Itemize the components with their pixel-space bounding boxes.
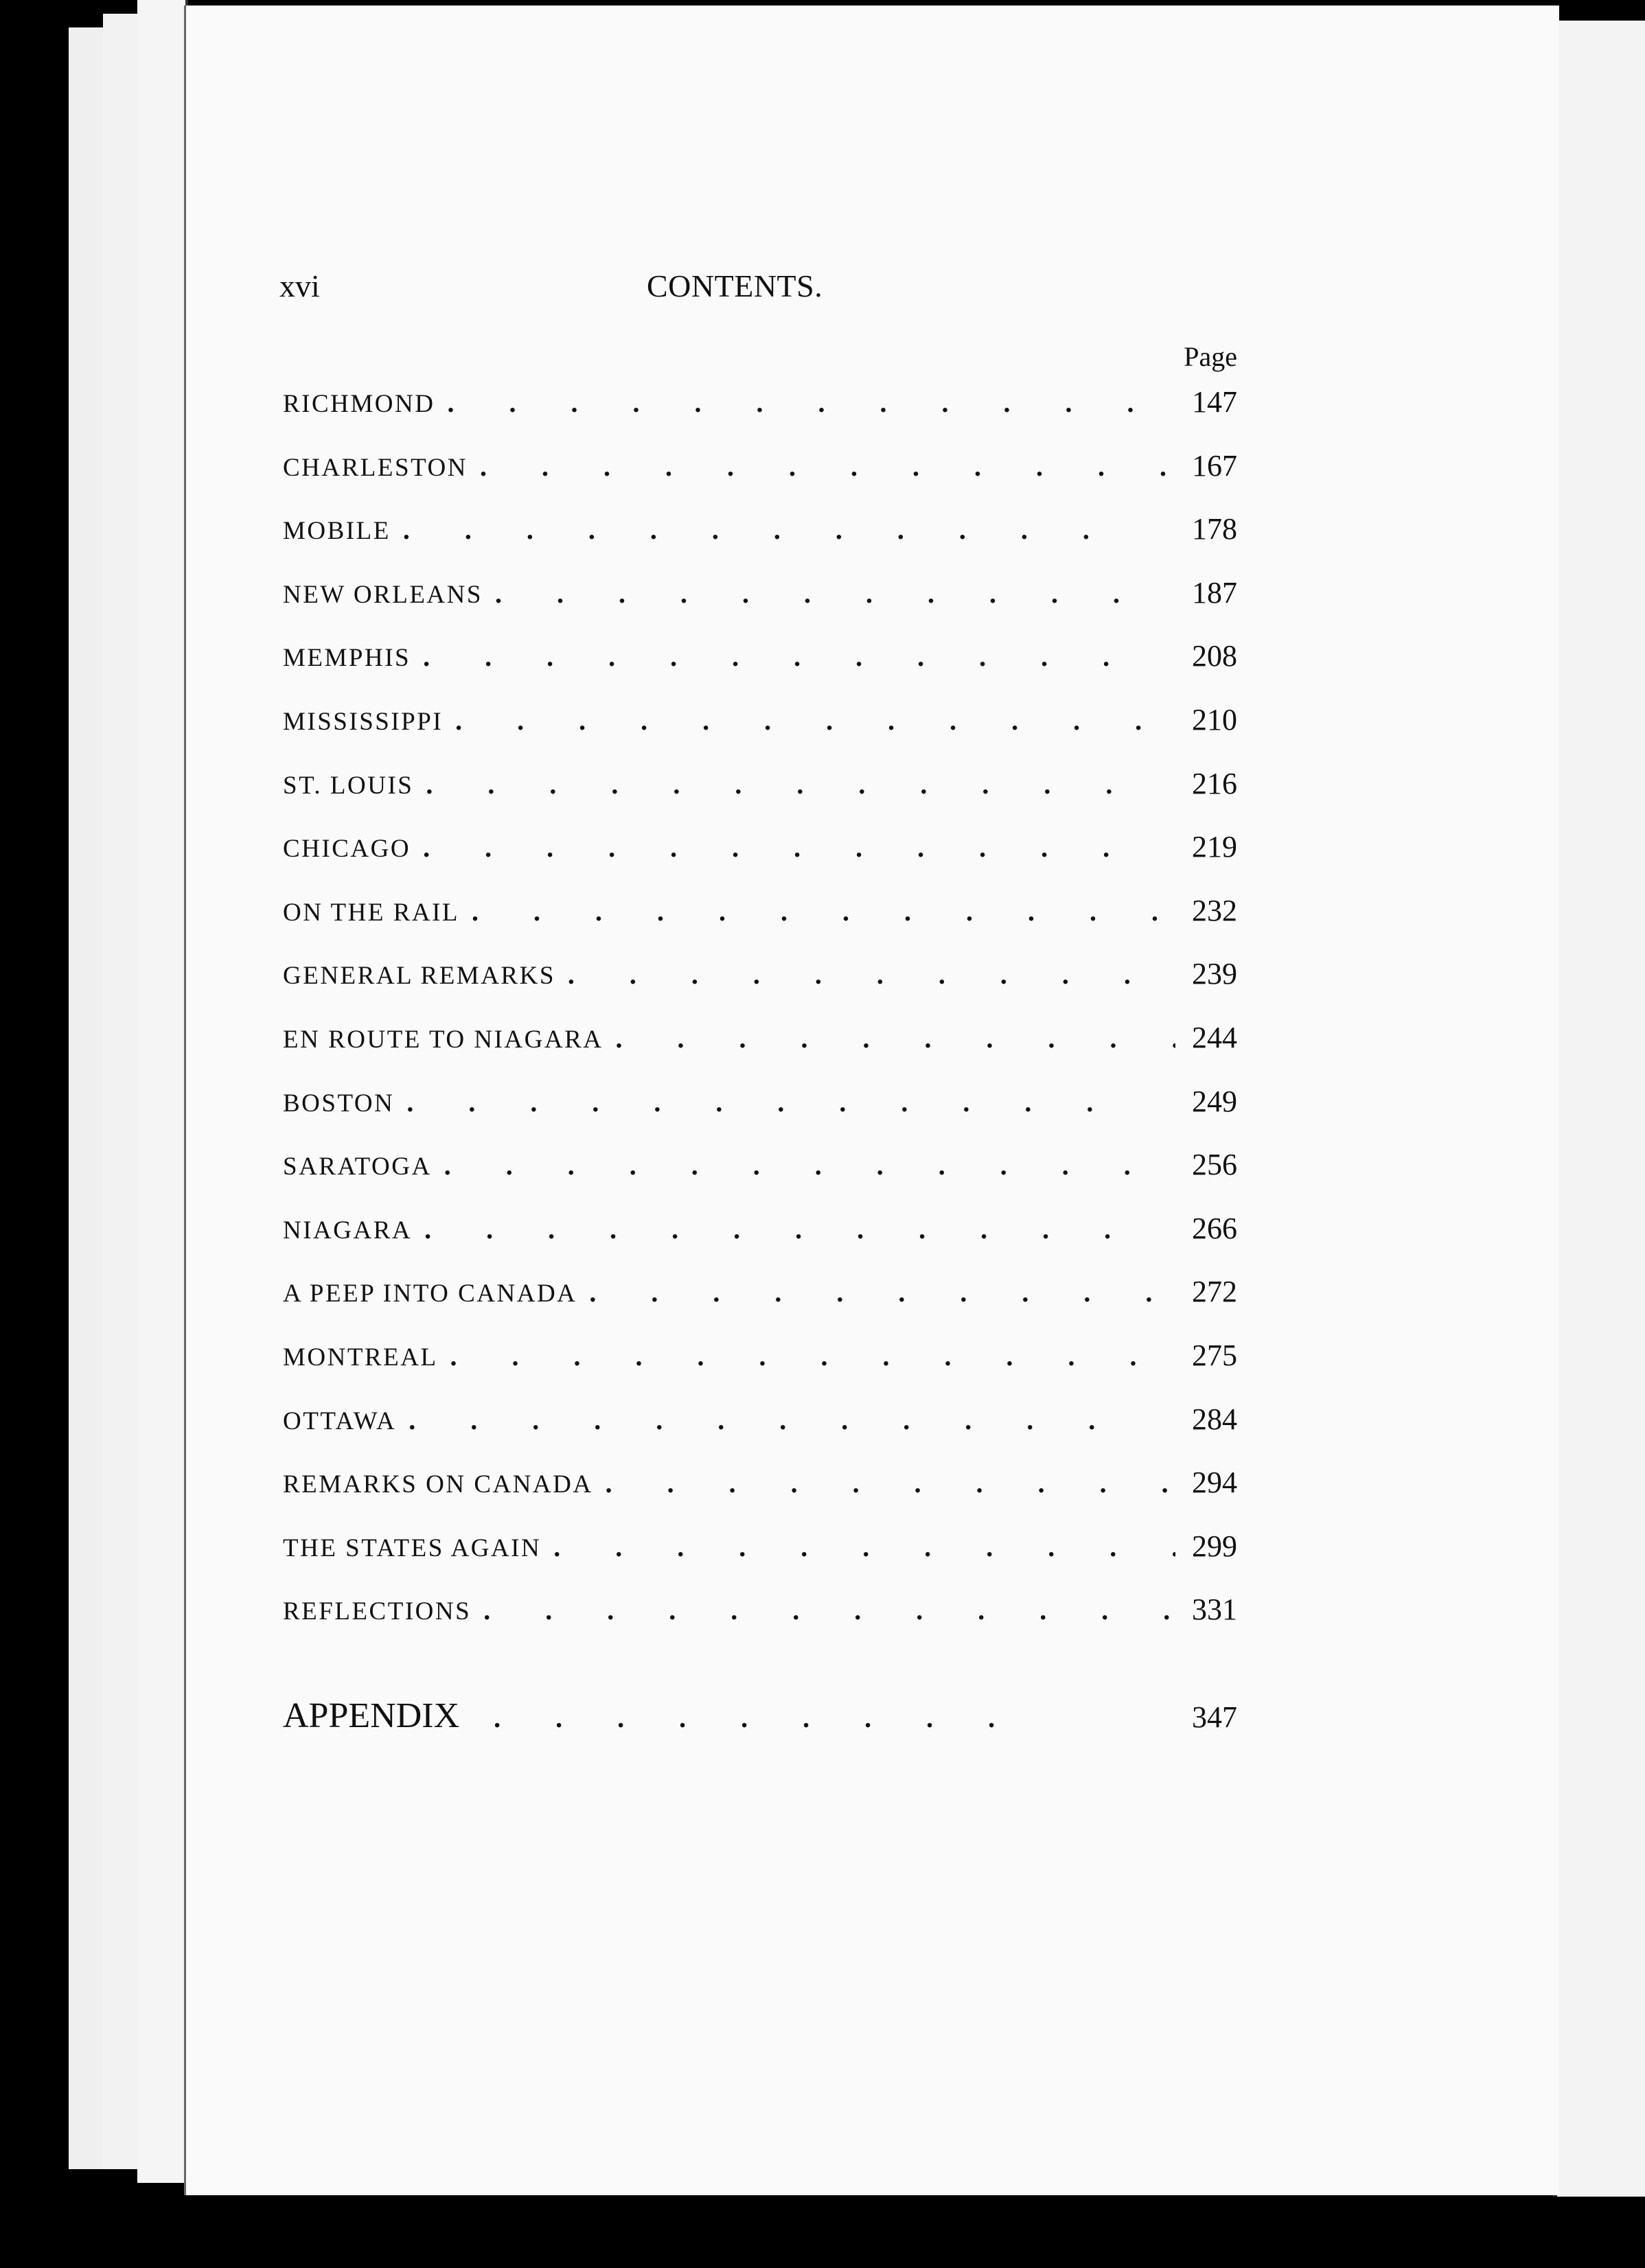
- dot-leader: [577, 1276, 1175, 1308]
- toc-entry-page: 272: [1192, 1275, 1237, 1309]
- page-column-label: Page: [1184, 341, 1237, 372]
- dot-leader: [396, 1404, 1175, 1436]
- toc-entry-page: 219: [1192, 830, 1237, 864]
- dot-leader: [394, 1086, 1175, 1118]
- toc-entry: [283, 1465, 1237, 1529]
- dot-leader: [412, 1213, 1175, 1245]
- toc-entry: [283, 638, 1237, 702]
- toc-entry: [283, 1020, 1237, 1084]
- toc-entry-page: 256: [1192, 1148, 1237, 1182]
- toc-entry-page: 275: [1192, 1338, 1237, 1372]
- toc-entry: [283, 702, 1237, 766]
- toc-entry: [283, 448, 1237, 512]
- toc-entry-title: GENERAL REMARKS: [283, 962, 555, 991]
- toc-entry: [283, 1147, 1237, 1211]
- toc-entry-title: OTTAWA: [283, 1407, 397, 1435]
- toc-entry-title: EN ROUTE TO NIAGARA: [283, 1025, 603, 1054]
- toc-entry: [283, 829, 1237, 893]
- dot-leader: [555, 958, 1175, 991]
- toc-entry-title: MEMPHIS: [283, 644, 411, 673]
- page-folio: xvi: [279, 268, 320, 303]
- facing-page: [1553, 21, 1645, 2197]
- toc-entry-title: MISSISSIPPI: [283, 707, 444, 736]
- toc-entry-title: NEW ORLEANS: [283, 580, 483, 609]
- dot-leader: [593, 1467, 1175, 1499]
- dot-leader: [471, 1594, 1175, 1626]
- dot-leader: [413, 768, 1175, 800]
- toc-entry-page: 331: [1192, 1593, 1237, 1627]
- dot-leader: [432, 1149, 1175, 1181]
- toc-entry: [283, 1274, 1237, 1338]
- toc-entry-page: 294: [1192, 1466, 1237, 1500]
- toc-entry-title: RICHMOND: [283, 390, 435, 418]
- toc-entry-page: 244: [1192, 1020, 1237, 1054]
- toc-entry: [283, 1211, 1237, 1275]
- dot-leader: [411, 831, 1175, 864]
- toc-entry-title: CHARLESTON: [283, 453, 468, 482]
- toc-entry: [283, 1592, 1237, 1656]
- toc-entry-page: 239: [1192, 957, 1237, 991]
- toc-entry-page: 216: [1192, 766, 1237, 800]
- toc-entry: [283, 511, 1237, 575]
- dot-leader: [483, 577, 1175, 610]
- toc-entry-page: 284: [1192, 1402, 1237, 1436]
- toc-entry-title: APPENDIX: [283, 1696, 460, 1735]
- toc-entry-title: NIAGARA: [283, 1216, 413, 1245]
- toc-entry-page: 187: [1192, 575, 1237, 610]
- dot-leader: [391, 513, 1175, 546]
- toc-entry: [283, 1529, 1237, 1593]
- toc-entry: [283, 1338, 1237, 1402]
- toc-entry-page: 178: [1192, 512, 1237, 546]
- page-edge: [137, 0, 188, 2183]
- toc-entry-title: MONTREAL: [283, 1343, 438, 1372]
- toc-entry-title: BOSTON: [283, 1089, 395, 1118]
- dot-leader: [459, 1702, 1175, 1734]
- toc-entry-page: 167: [1192, 448, 1237, 483]
- toc-entry-title: SARATOGA: [283, 1153, 432, 1181]
- toc-entry: [283, 956, 1237, 1020]
- dot-leader: [468, 450, 1175, 483]
- toc-entry-title: A PEEP INTO CANADA: [283, 1280, 577, 1308]
- toc-entry-title: MOBILE: [283, 517, 391, 546]
- dot-leader: [443, 704, 1175, 737]
- toc-entry: [283, 766, 1237, 830]
- dot-leader: [435, 386, 1175, 419]
- toc-entry-page: 232: [1192, 893, 1237, 927]
- toc-entry-title: ON THE RAIL: [283, 898, 460, 927]
- toc-entry: [283, 1084, 1237, 1148]
- toc-entry: [283, 384, 1237, 448]
- dot-leader: [603, 1022, 1175, 1054]
- toc-entry-page: 210: [1192, 702, 1237, 737]
- toc-entry-title: REFLECTIONS: [283, 1597, 472, 1626]
- toc-entry: [283, 893, 1237, 957]
- toc-entry-page: 299: [1192, 1529, 1237, 1563]
- toc-entry-appendix: [283, 1696, 1237, 1736]
- dot-leader: [459, 895, 1175, 927]
- toc-entry-page: 266: [1192, 1211, 1237, 1245]
- toc-entry: [283, 1402, 1237, 1466]
- toc-entry-page: 147: [1192, 385, 1237, 419]
- toc-entry-title: REMARKS ON CANADA: [283, 1470, 593, 1499]
- toc-entry-title: THE STATES AGAIN: [283, 1534, 542, 1562]
- table-of-contents: [283, 384, 1237, 1656]
- dot-leader: [411, 640, 1175, 673]
- toc-entry-title: CHICAGO: [283, 835, 411, 864]
- dot-leader: [541, 1531, 1175, 1563]
- toc-entry-page: 347: [1192, 1700, 1237, 1734]
- toc-entry-title: ST. LOUIS: [283, 771, 414, 800]
- toc-entry: [283, 575, 1237, 639]
- toc-entry-page: 208: [1192, 639, 1237, 673]
- page-title: CONTENTS.: [647, 268, 823, 303]
- toc-entry-page: 249: [1192, 1084, 1237, 1118]
- dot-leader: [438, 1340, 1175, 1372]
